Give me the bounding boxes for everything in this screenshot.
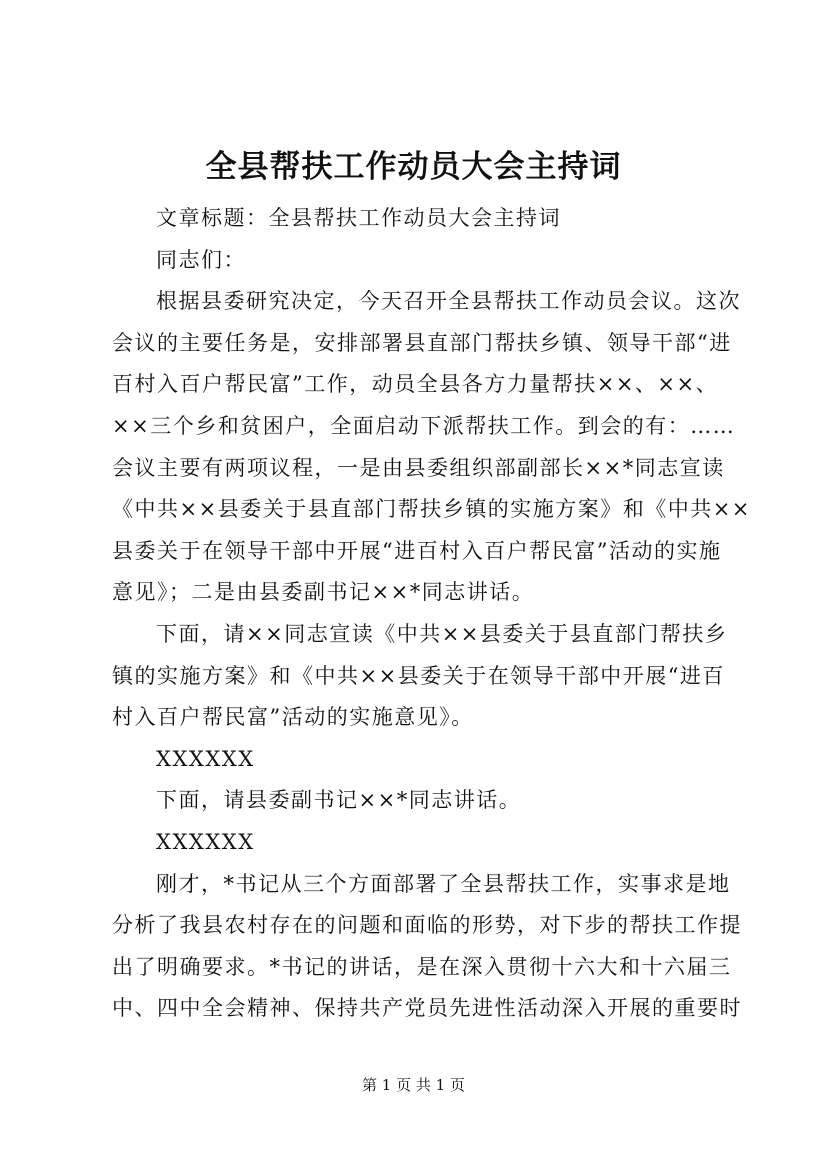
placeholder-line: XXXXXX	[156, 746, 255, 771]
paragraph-line: 会议的主要任务是，安排部署县直部门帮扶乡镇、领导干部“进	[112, 330, 732, 355]
placeholder-line: XXXXXX	[156, 829, 255, 854]
paragraph-line: 分析了我县农村存在的问题和面临的形势，对下步的帮扶工作提	[112, 913, 742, 938]
salutation: 同志们：	[156, 247, 246, 272]
paragraph-line: 刚才，*书记从三个方面部署了全县帮扶工作，实事求是地	[156, 871, 731, 896]
paragraph-line: 根据县委研究决定，今天召开全县帮扶工作动员会议。这次	[156, 289, 741, 314]
page-footer: 第 1 页 共 1 页	[362, 1076, 465, 1094]
paragraph-line: 意见》；二是由县委副书记××*同志讲话。	[112, 580, 535, 605]
paragraph-line: 《中共××县委关于县直部门帮扶乡镇的实施方案》和《中共××	[112, 497, 751, 522]
paragraph-line: 村入百户帮民富”活动的实施意见》。	[112, 705, 474, 730]
paragraph-line: 出了明确要求。*书记的讲话，是在深入贯彻十六大和十六届三	[112, 954, 732, 979]
paragraph-line: 百村入百户帮民富”工作，动员全县各方力量帮扶××、××、	[112, 372, 719, 397]
paragraph-line: 下面，请××同志宣读《中共××县委关于县直部门帮扶乡	[156, 621, 728, 646]
paragraph-line: ××三个乡和贫困户，全面启动下派帮扶工作。到会的有：……	[112, 413, 736, 438]
paragraph-line: 镇的实施方案》和《中共××县委关于在领导干部中开展“进百	[112, 663, 725, 688]
paragraph-line: 下面，请县委副书记××*同志讲话。	[156, 788, 522, 813]
article-title-line: 文章标题：全县帮扶工作动员大会主持词	[156, 206, 561, 230]
paragraph-line: 会议主要有两项议程，一是由县委组织部副部长××*同志宣读	[112, 455, 725, 480]
paragraph-line: 中、四中全会精神、保持共产党员先进性活动深入开展的重要时	[112, 996, 742, 1021]
document-body	[112, 198, 751, 1030]
paragraph-line: 县委关于在领导干部中开展“进百村入百户帮民富”活动的实施	[112, 538, 722, 563]
document-title: 全县帮扶工作动员大会主持词	[205, 149, 622, 185]
